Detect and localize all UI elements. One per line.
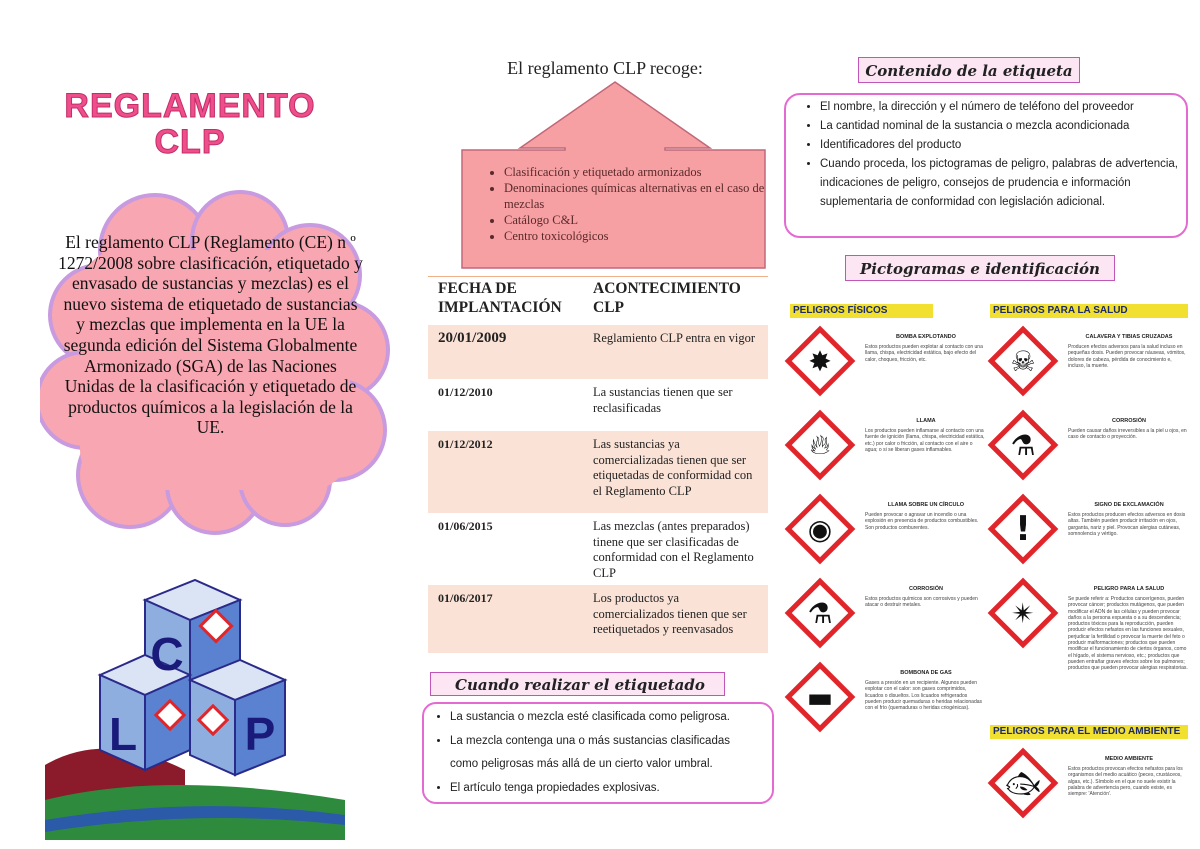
- pictogram-description: Pueden provocar o agravar un incendio o una explosión en presencia de productos combustibles. Son productos comburentes.: [865, 512, 979, 531]
- pictogram-description: Producen efectos adversos para la salud incluso en pequeñas dosis. Pueden provocar náuseas, vómitos, dolores de cabeza, pérdida de conocimiento e, incluso, la muerte.: [1068, 344, 1186, 369]
- title-line-1: REGLAMENTO: [64, 87, 316, 125]
- pictogram-card: [988, 412, 1188, 494]
- pictogram-description: Los productos pueden inflamarse al contacto con una fuente de ignición (llama, chispa, electricidad estática, etc.) por calor o fricción, al contacto con el aire o agua; o si se liberan gases inflamables.: [865, 428, 985, 453]
- logo-letter-l: L: [108, 708, 138, 760]
- list-item: • Centro toxicológicos: [504, 228, 774, 244]
- pictogram-description: Gases a presión en un recipiente. Algunos pueden explotar con el calor: son gases comprimidos, licuados o disueltos. Los licuados refrigerados pueden producir quemaduras o heridas relacionadas con el frío (quemaduras o heridas criogénicas).: [865, 680, 983, 712]
- clp-cubes-logo: [45, 570, 345, 840]
- list-item: • Denominaciones químicas alternativas en el caso de mezclas: [504, 180, 774, 212]
- pictogram-description: Estos productos provocan efectos nefastos para los organismos del medio acuático (peces, crustáceos, algas, etc.). Símbolo en el que no suele existir la palabra de advertencia pero, cuando existe, es siempre: 'Atención'.: [1068, 766, 1183, 798]
- pictogram-card: [988, 496, 1188, 578]
- table-row: [428, 431, 768, 513]
- pictogram-description: Estos productos químicos son corrosivos y pueden atacar o destruir metales.: [865, 596, 978, 609]
- table-row: [428, 513, 768, 585]
- pictogram-card: [785, 580, 985, 662]
- category-physical-hazards: PELIGROS FÍSICOS: [790, 304, 933, 318]
- logo-letter-c: C: [150, 628, 184, 680]
- pictogram-description: Se puede referir a: Productos cancerígenos, pueden provocar cáncer; productos mutágenos, que pueden modificar el ADN de las células y pueden provocar daños a la persona expuesta o a su descendencia; productos tóxicos para la reproducción, pueden producir efectos nefastos en las funciones sexuales, perjudicar la fertilidad o provocar la muerte del feto o producir malformaciones; productos que pueden modificar el funcionamiento de ciertos órganos, como el hígado, el sistema nervioso, etc.; productos que pueden entrañar graves efectos sobre los pulmones; productos que pueden provocar alergias respiratorias.: [1068, 596, 1188, 672]
- flame-over-circle-icon: ◉: [807, 512, 833, 546]
- exclamation-icon: !: [1015, 509, 1031, 549]
- pictogram-name: CORROSIÓN: [909, 586, 943, 592]
- pictogram-card: [785, 412, 985, 494]
- when-section-title: Cuando realizar el etiquetado: [430, 672, 725, 696]
- row-event: Los productos ya comercializados tienen que ser reetiquetados y reenvasados: [583, 585, 768, 653]
- clp-scope-list: [482, 164, 774, 244]
- environment-icon: 🐟︎: [1005, 766, 1041, 800]
- clp-description: El reglamento CLP (Reglamento (CE) n º 1272/2008 sobre clasificación, etiquetado y envasado de sustancias y mezclas) es el nuevo sistema de etiquetado de sustancias y mezclas que implementa en la UE la segunda edición del Sistema Globalmente Armonizado (SGA) de las Naciones Unidas de la clasificación y etiquetado de productos químicos a la legislación de la UE.: [58, 232, 363, 438]
- flame-icon: 🔥︎: [809, 428, 831, 461]
- exploding-bomb-icon: ✸: [808, 344, 832, 378]
- pictogram-name: MEDIO AMBIENTE: [1104, 756, 1154, 762]
- timeline-table: [428, 276, 768, 653]
- pictogram-name: LLAMA SOBRE UN CÍRCULO: [887, 502, 965, 508]
- pictogram-card: [988, 580, 1188, 720]
- column-header-date: FECHA DE IMPLANTACIÓN: [428, 277, 583, 326]
- pictogram-name: PELIGRO PARA LA SALUD: [1093, 586, 1165, 592]
- pictogram-name: BOMBA EXPLOTANDO: [896, 334, 956, 340]
- category-health-hazards: PELIGROS PARA LA SALUD: [990, 304, 1188, 318]
- pictogram-card: [988, 328, 1188, 410]
- list-item: • La sustancia o mezcla esté clasificada como peligrosa.: [450, 706, 780, 730]
- row-date: 01/06/2017: [428, 585, 583, 653]
- list-item: • La mezcla contenga una o más sustancias clasificadas: [450, 730, 780, 754]
- list-item: • La cantidad nominal de la sustancia o mezcla acondicionada: [820, 117, 1200, 136]
- pictogram-description: Pueden causar daños irreversibles a la piel u ojos, en caso de contacto o proyección.: [1068, 428, 1187, 441]
- pictogram-card: [785, 664, 985, 764]
- row-date: 01/12/2012: [428, 431, 583, 513]
- category-environment-hazards: PELIGROS PARA EL MEDIO AMBIENTE: [990, 725, 1188, 739]
- table-row: [428, 379, 768, 431]
- row-event: Las mezclas (antes preparados) tinene que ser clasificadas de conformidad con el Reglamento CLP: [583, 513, 768, 585]
- table-row: [428, 585, 768, 653]
- pictogram-name: CORROSIÓN: [1112, 418, 1146, 424]
- row-event: La sustancias tienen que ser reclasificadas: [583, 379, 768, 431]
- contenido-section-title: Contenido de la etiqueta: [858, 57, 1080, 83]
- pictogram-description: Estos productos pueden explotar al contacto con una llama, chispa, electricidad estática, bajo efecto del calor, choques, fricción, etc.: [865, 344, 983, 363]
- pictogram-name: BOMBONA DE GAS: [900, 670, 952, 676]
- table-row: [428, 325, 768, 379]
- corrosion-icon: ⚗: [807, 596, 833, 630]
- pictogram-name: LLAMA: [916, 418, 936, 424]
- when-list: [434, 706, 780, 800]
- list-item: • Cuando proceda, los pictogramas de peligro, palabras de advertencia, indicaciones de peligro, consejos de prudencia e información suplementaria de conformidad con legislación adicional.: [820, 155, 1200, 212]
- list-item: • Catálogo C&L: [504, 212, 774, 228]
- ground-stripes: [45, 749, 345, 840]
- row-event: Las sustancias ya comercializadas tienen que ser etiquetadas de conformidad con el Reglamento CLP: [583, 431, 768, 513]
- pictogram-card: [785, 328, 985, 410]
- gas-cylinder-icon: ▬: [806, 680, 834, 714]
- brochure-title: [55, 88, 325, 160]
- pictogramas-section-title: Pictogramas e identificación: [845, 255, 1115, 281]
- pictogram-card: [988, 750, 1188, 832]
- list-item: • Clasificación y etiquetado armonizados: [504, 164, 774, 180]
- row-date: 20/01/2009: [428, 325, 583, 379]
- corrosion-icon: ⚗: [1010, 428, 1036, 462]
- recoge-heading: El reglamento CLP recoge:: [507, 58, 703, 78]
- logo-letter-p: P: [244, 708, 276, 760]
- contenido-list: [798, 98, 1200, 212]
- health-hazard-icon: ✴: [1011, 596, 1035, 630]
- list-item: • El nombre, la dirección y el número de teléfono del proveedor: [820, 98, 1200, 117]
- list-item: • El artículo tenga propiedades explosivas.: [450, 777, 780, 801]
- row-date: 01/06/2015: [428, 513, 583, 585]
- list-item: como peligrosas más allá de un cierto valor umbral.: [450, 758, 713, 770]
- pictogram-name: CALAVERA Y TIBIAS CRUZADAS: [1085, 334, 1173, 340]
- skull-crossbones-icon: ☠: [1010, 344, 1036, 378]
- pictogram-name: SIGNO DE EXCLAMACIÓN: [1094, 502, 1164, 508]
- pictogram-description: Estos productos producen efectos adversos en dosis altas. También pueden producir irritación en ojos, garganta, nariz y piel. Provocan alergias cutáneas, somnolencia y vértigo.: [1068, 512, 1186, 537]
- column-header-event: ACONTECIMIENTO CLP: [583, 277, 768, 326]
- row-event: Reglamiento CLP entra en vigor: [583, 325, 768, 379]
- title-line-2: CLP: [154, 123, 226, 161]
- list-item: • Identificadores del producto: [820, 136, 1200, 155]
- pictogram-card: [785, 496, 985, 578]
- row-date: 01/12/2010: [428, 379, 583, 431]
